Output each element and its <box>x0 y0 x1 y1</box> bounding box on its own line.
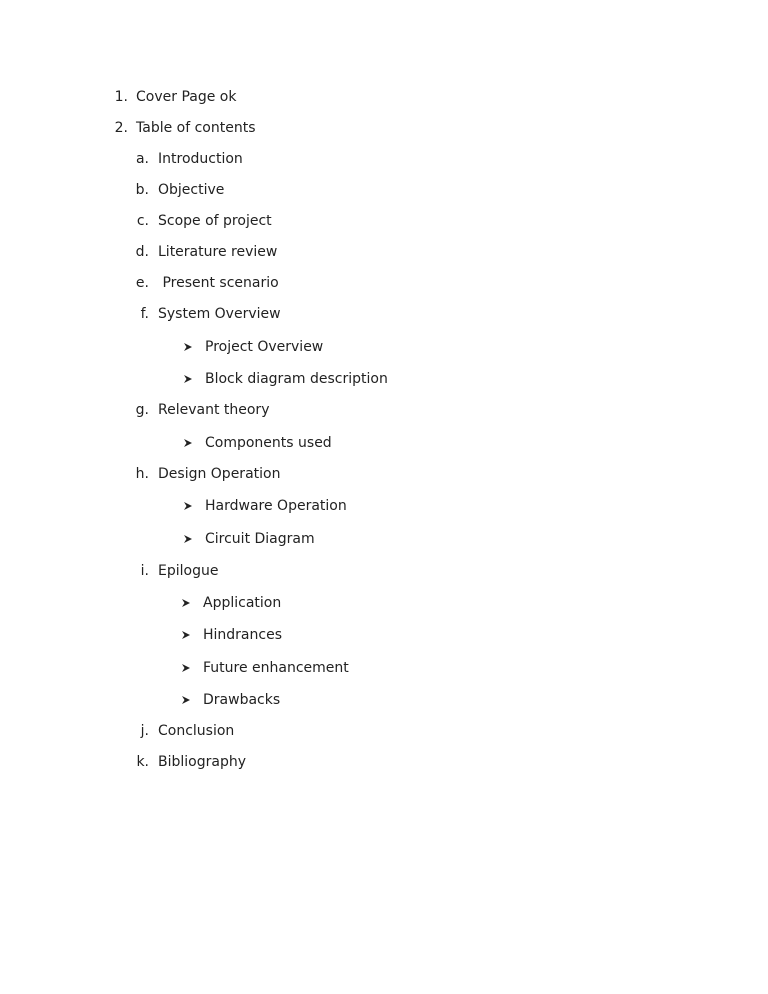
list-letter: e. <box>135 275 149 291</box>
list-item-text: Relevant theory <box>158 402 270 418</box>
list-number: 1. <box>114 89 128 105</box>
list-item-text: Literature review <box>158 244 278 260</box>
bullet-item-text: Components used <box>205 435 332 451</box>
arrowhead-bullet-icon <box>181 695 191 705</box>
bullet-item-text: Project Overview <box>205 339 324 355</box>
list-letter: d. <box>135 244 149 260</box>
arrowhead-bullet-icon <box>183 342 193 352</box>
bullet-item-text: Drawbacks <box>203 692 281 708</box>
list-item-text: Introduction <box>158 151 243 167</box>
bullet-item-text: Circuit Diagram <box>205 531 315 547</box>
bullet-item-text: Hardware Operation <box>205 498 347 514</box>
list-item-text: Objective <box>158 182 225 198</box>
arrowhead-bullet-icon <box>181 663 191 673</box>
list-item-text: Cover Page ok <box>136 89 237 105</box>
bullet-item-text: Future enhancement <box>203 660 349 676</box>
list-letter: f. <box>140 306 149 322</box>
bullet-item-text: Application <box>203 595 282 611</box>
bullet-item-text: Hindrances <box>203 627 282 643</box>
arrowhead-bullet-icon <box>183 374 193 384</box>
list-letter: a. <box>135 151 149 167</box>
list-letter: g. <box>135 402 149 418</box>
list-letter: i. <box>140 563 149 579</box>
list-letter: h. <box>135 466 149 482</box>
list-letter: b. <box>135 182 149 198</box>
list-letter: c. <box>136 213 149 229</box>
list-item-text: Bibliography <box>158 754 246 770</box>
list-item-text: Scope of project <box>158 213 272 229</box>
arrowhead-bullet-icon <box>181 598 191 608</box>
list-number: 2. <box>114 120 128 136</box>
list-item-text: Table of contents <box>136 120 256 136</box>
arrowhead-bullet-icon <box>183 501 193 511</box>
arrowhead-bullet-icon <box>183 534 193 544</box>
list-item-text: System Overview <box>158 306 281 322</box>
bullet-item-text: Block diagram description <box>205 371 388 387</box>
list-item-text: Present scenario <box>158 275 279 291</box>
list-item-text: Epilogue <box>158 563 219 579</box>
arrowhead-bullet-icon <box>181 630 191 640</box>
arrowhead-bullet-icon <box>183 438 193 448</box>
list-item-text: Conclusion <box>158 723 235 739</box>
list-letter: k. <box>136 754 149 770</box>
list-letter: j. <box>140 723 149 739</box>
list-item-text: Design Operation <box>158 466 281 482</box>
